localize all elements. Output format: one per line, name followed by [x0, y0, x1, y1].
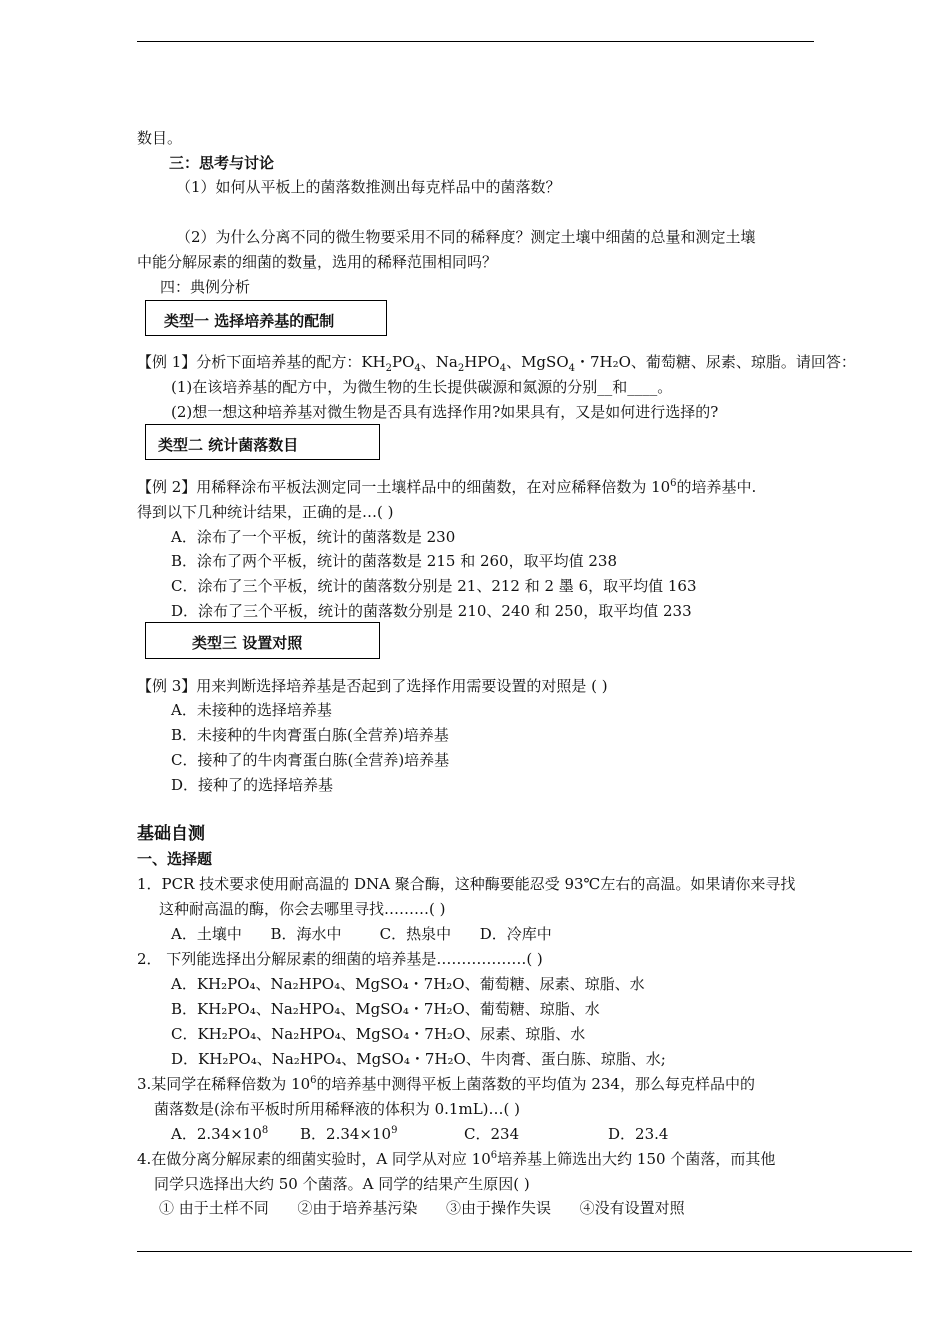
question3-option-d: D．23.4: [608, 1125, 669, 1143]
question4-line1: 4.在做分离分解尿素的细菌实验时，A 同学从对应 $10^6$培养基上筛选出大约 150 个菌落，而其他: [137, 1150, 776, 1168]
example3-option-a: A．未接种的选择培养基: [171, 701, 332, 719]
continuation-text: 数目。: [137, 129, 183, 147]
question4-options: ① 由于土样不同 ②由于培养基污染 ③由于操作失误 ④没有设置对照: [159, 1199, 685, 1217]
header-rule: [137, 41, 814, 42]
example2-line1: 【例 2】用稀释涂布平板法测定同一土壤样品中的细菌数，在对应稀释倍数为 $10^6$的培养基中.: [137, 478, 757, 496]
question3-option-b: B．$2.34\times 10^9$: [300, 1125, 398, 1143]
example2-option-a: A．涂布了一个平板，统计的菌落数是 230: [171, 528, 456, 546]
question3-line1: 3.某同学在稀释倍数为 $10^6$的培养基中测得平板上菌落数的平均值为 234，那么每克样品中的: [137, 1075, 755, 1093]
discussion-q2-line1: （2）为什么分离不同的微生物要采用不同的稀释度？测定土壤中细菌的总量和测定土壤: [176, 228, 756, 246]
example1-line1: 【例 1】分析下面培养基的配方：$KH_2PO_4$、$Na_2HPO_4$、MgSO$_4$・7H₂O、葡萄糖、尿素、琼脂。请回答：: [137, 353, 856, 374]
section-heading-discussion: 三：思考与讨论: [169, 154, 275, 172]
question2-option-c: C．KH₂PO₄、Na₂HPO₄、MgSO₄・7H₂O、尿素、琼脂、水: [171, 1025, 586, 1043]
type2-label: 类型二 统计菌落数目: [158, 436, 299, 454]
example3-line1: 【例 3】用来判断选择培养基是否起到了选择作用需要设置的对照是 ( ): [137, 677, 608, 695]
discussion-q2-line2: 中能分解尿素的细菌的数量，选用的稀释范围相同吗？: [137, 253, 498, 271]
question1-line1: 1．PCR 技术要求使用耐高温的 DNA 聚合酶，这种酶要能忍受 93℃左右的高温。如果请你来寻找: [137, 875, 796, 893]
question2-option-a: A．KH₂PO₄、Na₂HPO₄、MgSO₄・7H₂O、葡萄糖、尿素、琼脂、水: [171, 975, 645, 993]
example3-option-c: C．接种了的牛肉膏蛋白胨(全营养)培养基: [171, 751, 450, 769]
question2-option-d: D．KH₂PO₄、Na₂HPO₄、MgSO₄・7H₂O、牛肉膏、蛋白胨、琼脂、水;: [171, 1050, 666, 1068]
example2-option-b: B．涂布了两个平板，统计的菌落数是 215 和 260，取平均值 238: [171, 552, 617, 570]
example1-part2: (2)想一想这种培养基对微生物是否具有选择作用?如果具有，又是如何进行选择的?: [171, 403, 719, 421]
example2-line2: 得到以下几种统计结果，正确的是…( ): [137, 503, 394, 521]
type3-box: [145, 622, 380, 659]
footer-rule: [137, 1251, 912, 1252]
question4-line2: 同学只选择出大约 50 个菌落。A 同学的结果产生原因( ): [154, 1175, 530, 1193]
type2-box: [145, 424, 380, 460]
question3-option-a: A．$2.34\times 10^8$: [171, 1125, 269, 1143]
section-heading-examples: 四：典例分析: [160, 278, 251, 296]
question3-option-c: C．234: [464, 1125, 520, 1143]
question2-line1: 2． 下列能选择出分解尿素的细菌的培养基是………………( ): [137, 950, 543, 968]
question2-option-b: B．KH₂PO₄、Na₂HPO₄、MgSO₄・7H₂O、葡萄糖、琼脂、水: [171, 1000, 600, 1018]
type3-label: 类型三 设置对照: [192, 634, 303, 652]
discussion-q1: （1）如何从平板上的菌落数推测出每克样品中的菌落数？: [176, 178, 561, 196]
example1-part1: (1)在该培养基的配方中，为微生物的生长提供碳源和氮源的分别__和____。: [171, 378, 673, 396]
question1-options: A．土壤中 B．海水中 C．热泉中 D．冷库中: [171, 925, 552, 943]
example2-option-c: C．涂布了三个平板，统计的菌落数分别是 21、212 和 2 墨 6，取平均值 163: [171, 577, 697, 595]
example3-option-b: B．未接种的牛肉膏蛋白胨(全营养)培养基: [171, 726, 449, 744]
example2-option-d: D．涂布了三个平板，统计的菌落数分别是 210、240 和 250，取平均值 233: [171, 602, 692, 620]
example3-option-d: D．接种了的选择培养基: [171, 776, 334, 794]
self-test-subtitle: 一、选择题: [137, 850, 213, 868]
self-test-title: 基础自测: [137, 824, 205, 844]
type1-label: 类型一 选择培养基的配制: [164, 312, 335, 330]
question3-line2: 菌落数是(涂布平板时所用稀释液的体积为 0.1mL)…( ): [154, 1100, 520, 1118]
question1-line2: 这种耐高温的酶，你会去哪里寻找………( ): [159, 900, 446, 918]
type1-box: [145, 300, 387, 336]
